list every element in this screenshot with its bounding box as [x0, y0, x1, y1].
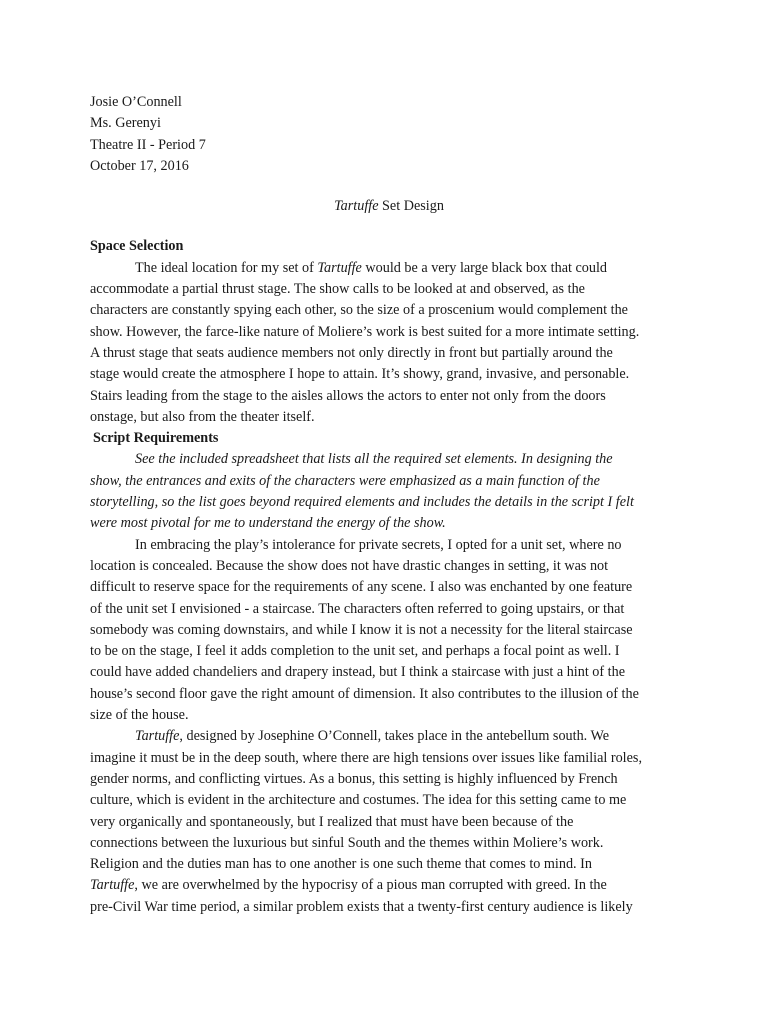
text-line: A thrust stage that seats audience members not only directly in front but partially around the — [90, 344, 613, 361]
text-line: were most pivotal for me to understand the energy of the show. — [90, 515, 446, 532]
course-name: Theatre II - Period 7 — [90, 136, 206, 153]
text-run: , we are overwhelmed by the hypocrisy of a pious man corrupted with greed. In the — [134, 877, 607, 894]
text-line: culture, which is evident in the architecture and costumes. The idea for this setting came to me — [90, 792, 627, 809]
title-italic: Tartuffe — [334, 198, 379, 215]
text-line — [90, 875, 688, 896]
document-title — [90, 196, 688, 217]
text-line: stage would create the atmosphere I hope to attain. It’s showy, grand, invasive, and personable. — [90, 366, 630, 383]
text-line — [90, 258, 688, 279]
text-line: Religion and the duties man has to one another is one such theme that comes to mind. In — [90, 856, 592, 873]
text-line: location is concealed. Because the show does not have drastic changes in setting, it was not — [90, 557, 609, 574]
text-line: accommodate a partial thrust stage. The show calls to be looked at and observed, as the — [90, 281, 585, 298]
text-line: could have added chandeliers and drapery instead, but I think a staircase with just a hint of the — [90, 664, 626, 681]
text-line: onstage, but also from the theater itself. — [90, 408, 315, 425]
paragraph-space-selection — [90, 258, 688, 428]
author-name: Josie O’Connell — [90, 94, 182, 110]
text-run-italic: Tartuffe — [317, 259, 362, 276]
text-run: would be a very large black box that could — [361, 259, 608, 276]
text-line: show, the entrances and exits of the characters were emphasized as a main function of the — [90, 472, 600, 489]
text-line: pre-Civil War time period, a similar problem exists that a twenty-first century audience is likely — [90, 898, 633, 915]
text-line: house’s second floor gave the right amount of dimension. It also contributes to the illusion of the — [90, 685, 639, 702]
text-run: , designed by Josephine O’Connell, takes place in the antebellum south. We — [179, 728, 610, 745]
text-line: Stairs leading from the stage to the aisles allows the actors to enter not only from the doors — [90, 387, 606, 404]
title-rest: Set Design — [378, 198, 444, 215]
text-line: very organically and spontaneously, but I realized that must have been because of the — [90, 813, 574, 830]
text-run-italic: Tartuffe — [135, 728, 180, 745]
text-line: gender norms, and conflicting virtues. As a bonus, this setting is highly influenced by French — [90, 770, 618, 787]
text-line: connections between the luxurious but sinful South and the themes within Moliere’s work. — [90, 834, 604, 851]
paragraph-spreadsheet-note — [90, 449, 688, 534]
teacher-name: Ms. Gerenyi — [90, 115, 161, 132]
text-line: storytelling, so the list goes beyond required elements and includes the details in the script I felt — [90, 494, 634, 511]
text-line: somebody was coming downstairs, and while I know it is not a necessity for the literal staircase — [90, 621, 633, 638]
text-line: imagine it must be in the deep south, where there are high tensions over issues like familial roles, — [90, 749, 642, 766]
text-line: In embracing the play’s intolerance for private secrets, I opted for a unit set, where no — [135, 536, 622, 553]
text-line: to be on the stage, I feel it adds completion to the unit set, and perhaps a focal point as well. I — [90, 643, 620, 660]
text-run: The ideal location for my set of — [135, 259, 318, 276]
section-heading-script-requirements: Script Requirements — [93, 430, 219, 447]
text-line — [90, 726, 688, 747]
text-line: characters are constantly spying each other, so the size of a proscenium would complement the — [90, 302, 628, 319]
paragraph-setting — [90, 726, 688, 918]
text-line: difficult to reserve space for the requirements of any scene. I also was enchanted by one feature — [90, 579, 633, 596]
section-heading-space-selection: Space Selection — [90, 238, 184, 255]
text-line: See the included spreadsheet that lists all the required set elements. In designing the — [135, 451, 613, 468]
document-date: October 17, 2016 — [90, 157, 189, 174]
text-line: size of the house. — [90, 707, 189, 724]
paragraph-unit-set — [90, 535, 688, 727]
text-line: show. However, the farce-like nature of Moliere’s work is best suited for a more intimate setting. — [90, 323, 640, 340]
text-run-italic: Tartuffe — [90, 877, 135, 894]
text-line: of the unit set I envisioned - a staircase. The characters often referred to going upstairs, or that — [90, 600, 625, 617]
